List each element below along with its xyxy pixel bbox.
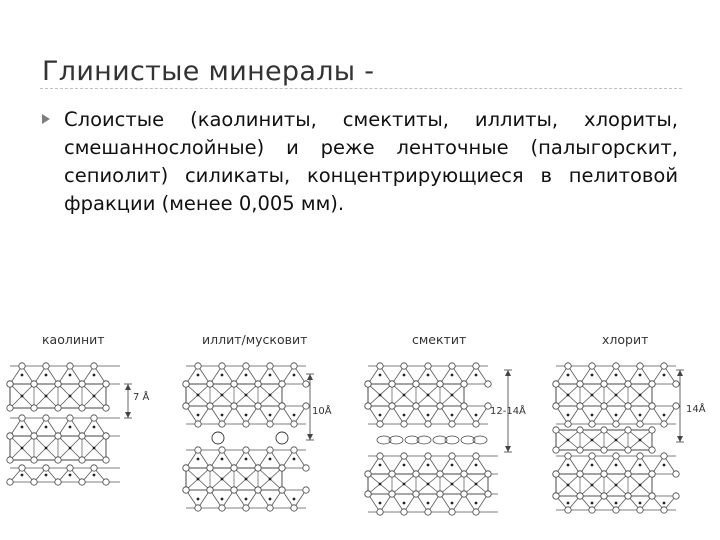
bullet-arrow-icon (42, 114, 50, 124)
dim-label-smectite: 12-14Å (490, 406, 526, 417)
structure-drawings (7, 363, 684, 515)
dim-label-chlorite: 14Å (686, 404, 706, 415)
panel-label-kaolinite: каолинит (42, 332, 105, 347)
panel-label-illite: иллит/мусковит (202, 332, 308, 347)
clay-structures-figure (0, 322, 720, 540)
panel-label-chlorite: хлорит (602, 332, 649, 347)
title-divider (40, 88, 682, 89)
bullet-item (42, 106, 678, 218)
dim-label-illite: 10Å (312, 406, 332, 417)
slide-title: Глинистые минералы - (42, 56, 375, 87)
bullet-text: Слоистые (каолиниты, смектиты, иллиты, хлориты, смешаннослойные) и реже ленточные (палыгорскит, сепиолит) силикаты, концентрирующиеся в пелитовой фракции (менее 0,005 мм). (64, 108, 678, 215)
dim-label-kaolinite: 7 Å (133, 392, 150, 403)
panel-label-smectite: смектит (412, 332, 467, 347)
